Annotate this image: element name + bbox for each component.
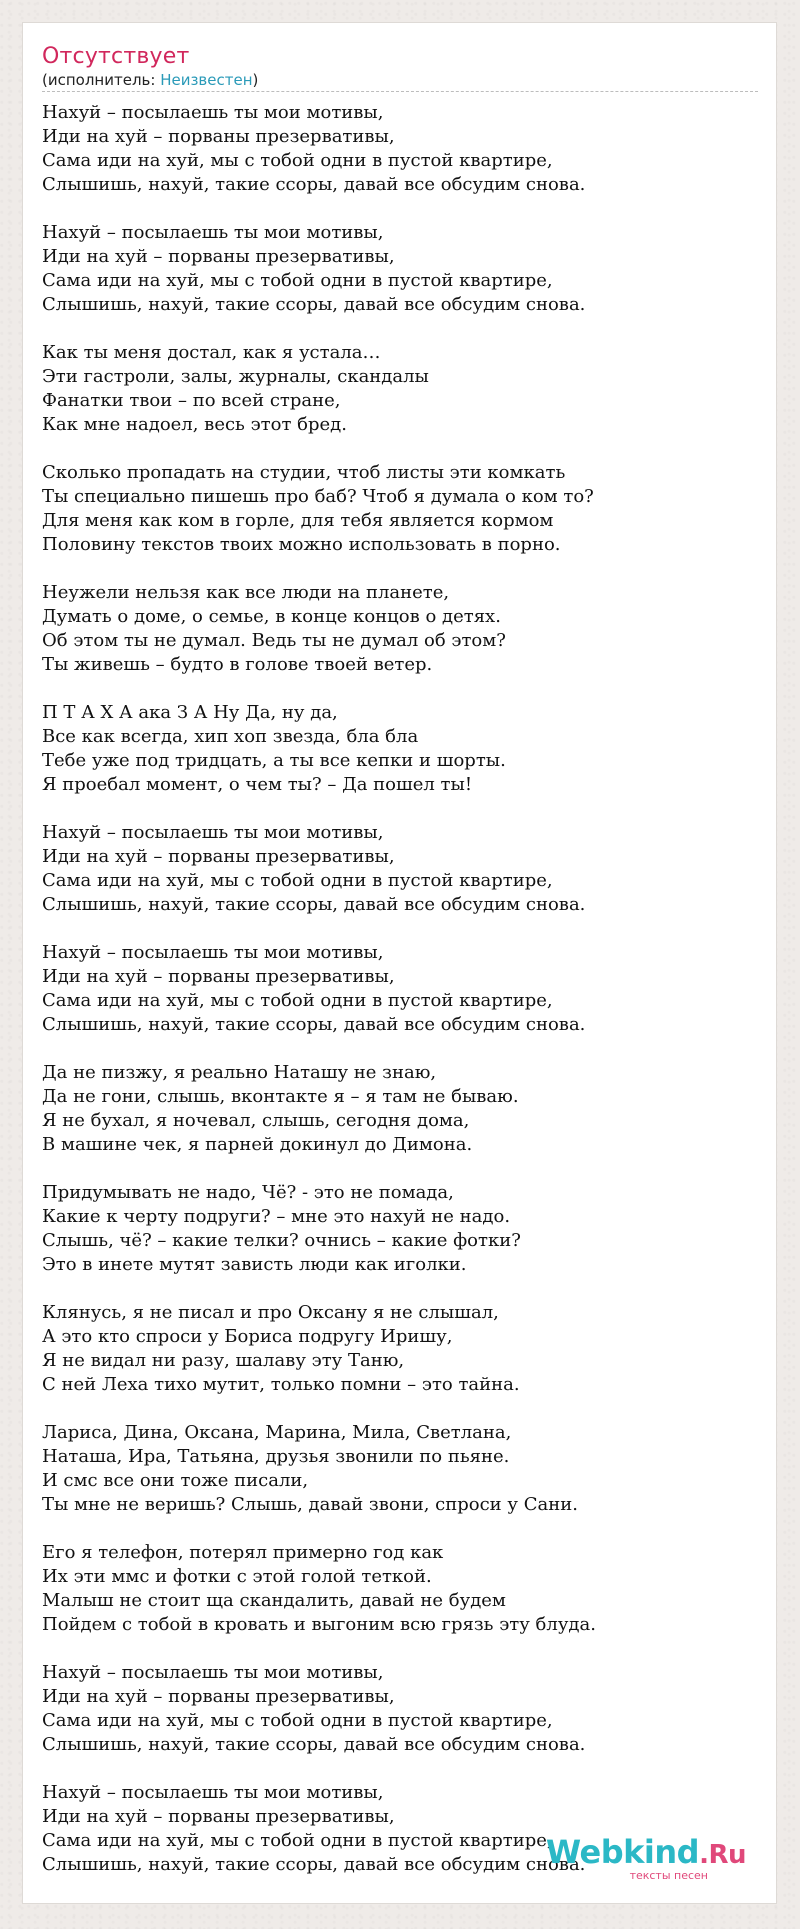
lyrics-line: Ты живешь – будто в голове твоей ветер. (42, 654, 433, 675)
lyrics-line: Слышь, чё? – какие телки? очнись – какие фотки? (42, 1230, 521, 1251)
lyrics-line: В машине чек, я парней докинул до Димона. (42, 1134, 473, 1155)
lyrics-line: Фанатки твои – по всей стране, (42, 390, 341, 411)
lyrics-stanza (42, 1301, 758, 1397)
lyrics-line: С ней Леха тихо мутит, только помни – это тайна. (42, 1374, 520, 1395)
lyrics-line: Слышишь, нахуй, такие ссоры, давай все обсудим снова. (42, 294, 586, 315)
lyrics-line: Нахуй – посылаешь ты мои мотивы, (42, 1782, 384, 1803)
lyrics-line: Сама иди на хуй, мы с тобой одни в пустой квартире, (42, 1830, 553, 1851)
lyrics-line: Придумывать не надо, Чё? - это не помада, (42, 1182, 454, 1203)
watermark-name: Webkind (545, 1833, 700, 1871)
lyrics-line: Слышишь, нахуй, такие ссоры, давай все обсудим снова. (42, 1854, 586, 1875)
lyrics-line: Пойдем с тобой в кровать и выгоним всю грязь эту блуда. (42, 1614, 596, 1635)
lyrics-stanza (42, 821, 758, 917)
lyrics-line: Я не видал ни разу, шалаву эту Таню, (42, 1350, 405, 1371)
artist-suffix: ) (252, 71, 259, 89)
site-watermark (546, 1835, 746, 1882)
lyrics-stanza (42, 941, 758, 1037)
song-header (42, 43, 758, 90)
lyrics-line: Малыш не стоит ща скандалить, давай не будем (42, 1590, 506, 1611)
lyrics-stanza (42, 1661, 758, 1757)
lyrics-line: Клянусь, я не писал и про Оксану я не слышал, (42, 1302, 499, 1323)
lyrics-line: Сама иди на хуй, мы с тобой одни в пустой квартире, (42, 870, 553, 891)
lyrics-line: Я не бухал, я ночевал, слышь, сегодня дома, (42, 1110, 470, 1131)
lyrics-line: И смс все они тоже писали, (42, 1470, 309, 1491)
lyrics-line: Иди на хуй – порваны презервативы, (42, 246, 395, 267)
song-title: Отсутствует (42, 44, 190, 69)
watermark-logo (546, 1835, 746, 1872)
lyrics-line: Тебе уже под тридцать, а ты все кепки и шорты. (42, 750, 506, 771)
lyrics-line: Эти гастроли, залы, журналы, скандалы (42, 366, 429, 387)
lyrics-line: Иди на хуй – порваны презервативы, (42, 1806, 395, 1827)
artist-prefix: (исполнитель: (42, 71, 161, 89)
lyrics-line: Слышишь, нахуй, такие ссоры, давай все обсудим снова. (42, 894, 586, 915)
lyrics-line: Как мне надоел, весь этот бред. (42, 414, 347, 435)
lyrics-line: Нахуй – посылаешь ты мои мотивы, (42, 822, 384, 843)
lyrics-line: П Т А Х А ака З А Ну Да, ну да, (42, 702, 338, 723)
lyrics-stanza (42, 701, 758, 797)
lyrics-line: Сама иди на хуй, мы с тобой одни в пустой квартире, (42, 1710, 553, 1731)
lyrics-line: Иди на хуй – порваны презервативы, (42, 966, 395, 987)
lyrics-line: Об этом ты не думал. Ведь ты не думал об этом? (42, 630, 506, 651)
lyrics-line: Сама иди на хуй, мы с тобой одни в пустой квартире, (42, 270, 553, 291)
lyrics-card (22, 22, 777, 1904)
lyrics-line: Слышишь, нахуй, такие ссоры, давай все обсудим снова. (42, 1014, 586, 1035)
lyrics-line: Сколько пропадать на студии, чтоб листы эти комкать (42, 462, 566, 483)
lyrics-stanza (42, 1541, 758, 1637)
artist-line (42, 71, 758, 90)
lyrics-stanza (42, 581, 758, 677)
lyrics-line: Слышишь, нахуй, такие ссоры, давай все обсудим снова. (42, 174, 586, 195)
lyrics-line: Для меня как ком в горле, для тебя является кормом (42, 510, 554, 531)
lyrics-stanza (42, 341, 758, 437)
lyrics-line: Все как всегда, хип хоп звезда, бла бла (42, 726, 419, 747)
header-divider (42, 91, 758, 92)
lyrics-stanza (42, 1421, 758, 1517)
lyrics-line: А это кто спроси у Бориса подругу Иришу, (42, 1326, 453, 1347)
watermark-tagline: тексты песен (629, 1869, 708, 1882)
lyrics-line: Его я телефон, потерял примерно год как (42, 1542, 444, 1563)
lyrics-line: Ты мне не веришь? Слышь, давай звони, спроси у Сани. (42, 1494, 578, 1515)
lyrics-stanza (42, 1061, 758, 1157)
lyrics-text (42, 101, 758, 1901)
lyrics-line: Слышишь, нахуй, такие ссоры, давай все обсудим снова. (42, 1734, 586, 1755)
lyrics-line: Ты специально пишешь про баб? Чтоб я думала о ком то? (42, 486, 594, 507)
lyrics-line: Как ты меня достал, как я устала… (42, 342, 381, 363)
lyrics-line: Неужели нельзя как все люди на планете, (42, 582, 450, 603)
artist-link[interactable]: Неизвестен (160, 71, 253, 89)
watermark-domain: .Ru (699, 1840, 746, 1870)
lyrics-stanza (42, 461, 758, 557)
lyrics-line: Половину текстов твоих можно использовать в порно. (42, 534, 561, 555)
lyrics-line: Какие к черту подруги? – мне это нахуй не надо. (42, 1206, 511, 1227)
lyrics-line: Иди на хуй – порваны презервативы, (42, 1686, 395, 1707)
lyrics-line: Думать о доме, о семье, в конце концов о детях. (42, 606, 501, 627)
lyrics-line: Нахуй – посылаешь ты мои мотивы, (42, 942, 384, 963)
lyrics-line: Сама иди на хуй, мы с тобой одни в пустой квартире, (42, 990, 553, 1011)
lyrics-line: Да не гони, слышь, вконтакте я – я там не бываю. (42, 1086, 519, 1107)
lyrics-line: Иди на хуй – порваны презервативы, (42, 846, 395, 867)
lyrics-line: Их эти ммс и фотки с этой голой теткой. (42, 1566, 432, 1587)
lyrics-stanza (42, 101, 758, 197)
lyrics-line: Сама иди на хуй, мы с тобой одни в пустой квартире, (42, 150, 553, 171)
lyrics-line: Нахуй – посылаешь ты мои мотивы, (42, 102, 384, 123)
lyrics-line: Я проебал момент, о чем ты? – Да пошел ты! (42, 774, 473, 795)
lyrics-stanza (42, 1181, 758, 1277)
lyrics-line: Нахуй – посылаешь ты мои мотивы, (42, 222, 384, 243)
lyrics-line: Да не пизжу, я реально Наташу не знаю, (42, 1062, 437, 1083)
lyrics-line: Иди на хуй – порваны презервативы, (42, 126, 395, 147)
lyrics-stanza (42, 221, 758, 317)
lyrics-line: Это в инете мутят зависть люди как иголки. (42, 1254, 467, 1275)
lyrics-line: Нахуй – посылаешь ты мои мотивы, (42, 1662, 384, 1683)
lyrics-line: Лариса, Дина, Оксана, Марина, Мила, Светлана, (42, 1422, 512, 1443)
lyrics-line: Наташа, Ира, Татьяна, друзья звонили по пьяне. (42, 1446, 510, 1467)
